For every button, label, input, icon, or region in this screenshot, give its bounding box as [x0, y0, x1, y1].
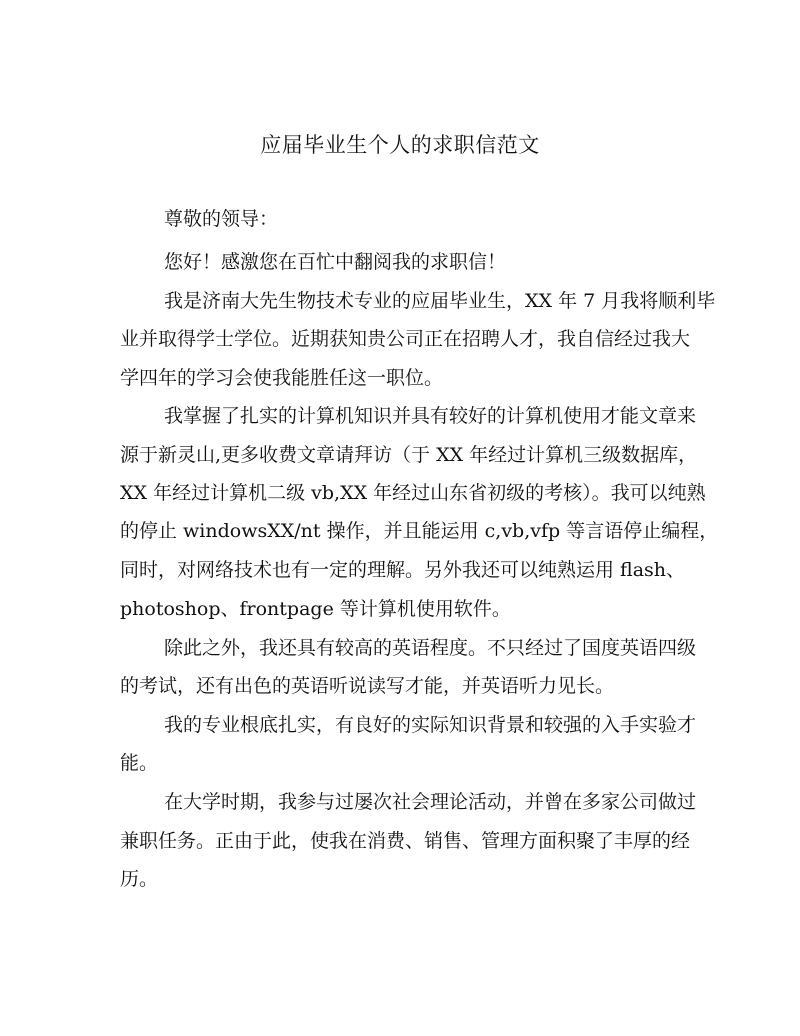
paragraph-5-line-2: 兼职任务。正由于此，使我在消费、销售、管理方面积聚了丰厚的经 — [120, 830, 691, 852]
paragraph-1-line-1: 我是济南大先生物技术专业的应届毕业生，XX 年 7 月我将顺利毕 — [164, 290, 716, 312]
paragraph-4-line-1: 我的专业根底扎实，有良好的实际知识背景和较强的入手实验才 — [164, 714, 697, 736]
paragraph-5-line-1: 在大学时期，我参与过屡次社会理论活动，并曾在多家公司做过 — [164, 791, 697, 813]
paragraph-1-line-2: 业并取得学士学位。近期获知贵公司正在招聘人才，我自信经过我大 — [120, 328, 691, 350]
paragraph-2-line-2: 源于新灵山,更多收费文章请拜访（于 XX 年经过计算机三级数据库， — [120, 444, 698, 466]
document-title: 应届毕业生个人的求职信范文 — [260, 133, 540, 157]
paragraph-4-line-2: 能。 — [120, 752, 159, 774]
salutation: 尊敬的领导： — [164, 208, 279, 230]
paragraph-3-line-2: 的考试，还有出色的英语听说读写才能，并英语听力见长。 — [120, 675, 615, 697]
paragraph-5-line-3: 历。 — [120, 868, 159, 890]
paragraph-2-line-5: 同时，对网络技术也有一定的理解。另外我还可以纯熟运用 flash、 — [120, 559, 686, 581]
paragraph-1-line-3: 学四年的学习会使我能胜任这一职位。 — [120, 367, 444, 389]
paragraph-2-line-6: photoshop、frontpage 等计算机使用软件。 — [120, 598, 511, 620]
paragraph-2-line-4: 的停止 windowsXX/nt 操作，并且能运用 c,vb,vfp 等言语停止编程， — [120, 520, 719, 542]
paragraph-2-line-3: XX 年经过计算机二级 vb,XX 年经过山东省初级的考核）。我可以纯熟 — [120, 482, 706, 504]
paragraph-2-line-1: 我掌握了扎实的计算机知识并具有较好的计算机使用才能文章来 — [164, 405, 697, 427]
paragraph-3-line-1: 除此之外，我还具有较高的英语程度。不只经过了国度英语四级 — [164, 637, 697, 659]
greeting: 您好！感激您在百忙中翻阅我的求职信！ — [164, 251, 507, 273]
